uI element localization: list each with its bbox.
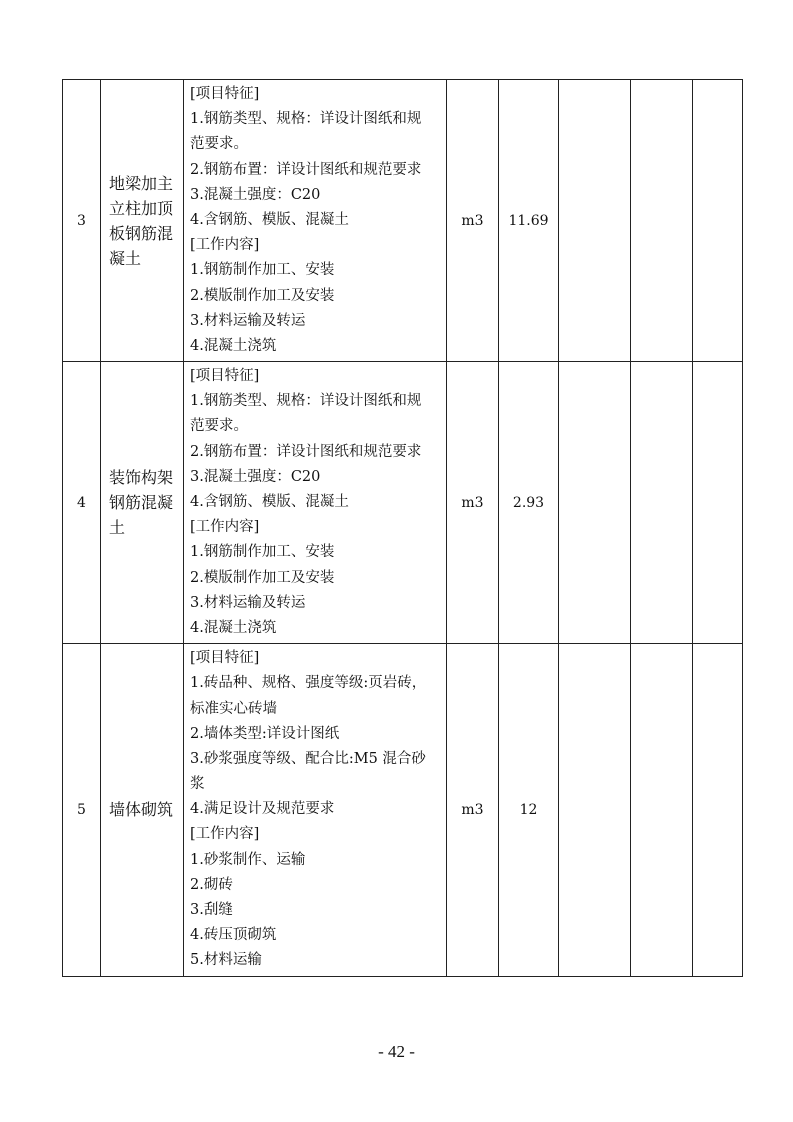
desc-line: 4.混凝土浇筑: [190, 337, 277, 354]
item-name: 墙体砌筑: [101, 644, 184, 976]
desc-line: 5.材料运输: [190, 952, 262, 969]
desc-line: [工作内容]: [190, 519, 260, 536]
item-unit: m3: [447, 362, 499, 644]
item-name: 装饰构架钢筋混凝土: [101, 362, 184, 644]
empty-cell: [631, 80, 693, 362]
item-number: 5: [63, 644, 101, 976]
desc-line: 3.材料运输及转运: [190, 312, 306, 329]
item-number: 3: [63, 80, 101, 362]
desc-line: 1.钢筋制作加工、安装: [190, 262, 335, 279]
desc-line: 标准实心砖墙: [190, 700, 277, 717]
desc-line: 1.砖品种、规格、强度等级:页岩砖，: [190, 675, 427, 692]
desc-line: 4.砖压顶砌筑: [190, 927, 277, 944]
item-unit: m3: [447, 80, 499, 362]
item-description: [184, 362, 447, 644]
desc-line: 范要求。: [190, 136, 248, 153]
desc-line: 4.满足设计及规范要求: [190, 801, 335, 818]
empty-cell: [559, 362, 631, 644]
desc-line: 4.混凝土浇筑: [190, 619, 277, 636]
desc-line: 2.钢筋布置：详设计图纸和规范要求: [190, 443, 422, 460]
table-row: [63, 362, 743, 644]
empty-cell: [559, 644, 631, 976]
desc-line: 2.墙体类型:详设计图纸: [190, 725, 340, 742]
desc-line: 4.含钢筋、模版、混凝土: [190, 494, 349, 510]
item-quantity: 2.93: [499, 362, 559, 644]
desc-line: 2.模版制作加工及安装: [190, 569, 335, 586]
desc-line: [工作内容]: [190, 826, 260, 843]
empty-cell: [631, 362, 693, 644]
desc-line: 1.钢筋类型、规格：详设计图纸和规: [190, 393, 422, 410]
desc-line: 2.模版制作加工及安装: [190, 287, 335, 304]
desc-line: 1.钢筋类型、规格：详设计图纸和规: [190, 111, 422, 128]
empty-cell: [693, 362, 743, 644]
item-number: 4: [63, 362, 101, 644]
bill-of-quantities-table: [62, 79, 743, 977]
desc-line: 2.砌砖: [190, 876, 233, 893]
item-description: [184, 80, 447, 362]
desc-line: 3.材料运输及转运: [190, 594, 306, 611]
desc-line: 2.钢筋布置：详设计图纸和规范要求: [190, 161, 422, 178]
desc-line: 3.刮缝: [190, 902, 233, 918]
empty-cell: [693, 80, 743, 362]
item-quantity: 11.69: [499, 80, 559, 362]
desc-line: 4.含钢筋、模版、混凝土: [190, 211, 349, 228]
desc-line: 3.砂浆强度等级、配合比:M5 混合砂: [190, 750, 426, 767]
item-name: 地梁加主立柱加顶板钢筋混凝土: [101, 80, 184, 362]
desc-line: 3.混凝土强度：C20: [190, 468, 321, 485]
empty-cell: [631, 644, 693, 976]
desc-line: 浆: [190, 776, 205, 793]
desc-line: 范要求。: [190, 418, 248, 435]
table-row: [63, 644, 743, 976]
item-quantity: 12: [499, 644, 559, 976]
empty-cell: [559, 80, 631, 362]
desc-line: [项目特征]: [190, 86, 260, 102]
item-description: [184, 644, 447, 976]
desc-line: 1.砂浆制作、运输: [190, 851, 306, 868]
desc-line: 3.混凝土强度：C20: [190, 186, 321, 203]
page-number: - 42 -: [378, 1042, 415, 1061]
desc-line: [项目特征]: [190, 368, 260, 385]
desc-line: [项目特征]: [190, 650, 260, 667]
item-unit: m3: [447, 644, 499, 976]
desc-line: 1.钢筋制作加工、安装: [190, 544, 335, 561]
table-row: [63, 80, 743, 362]
desc-line: [工作内容]: [190, 237, 260, 254]
empty-cell: [693, 644, 743, 976]
